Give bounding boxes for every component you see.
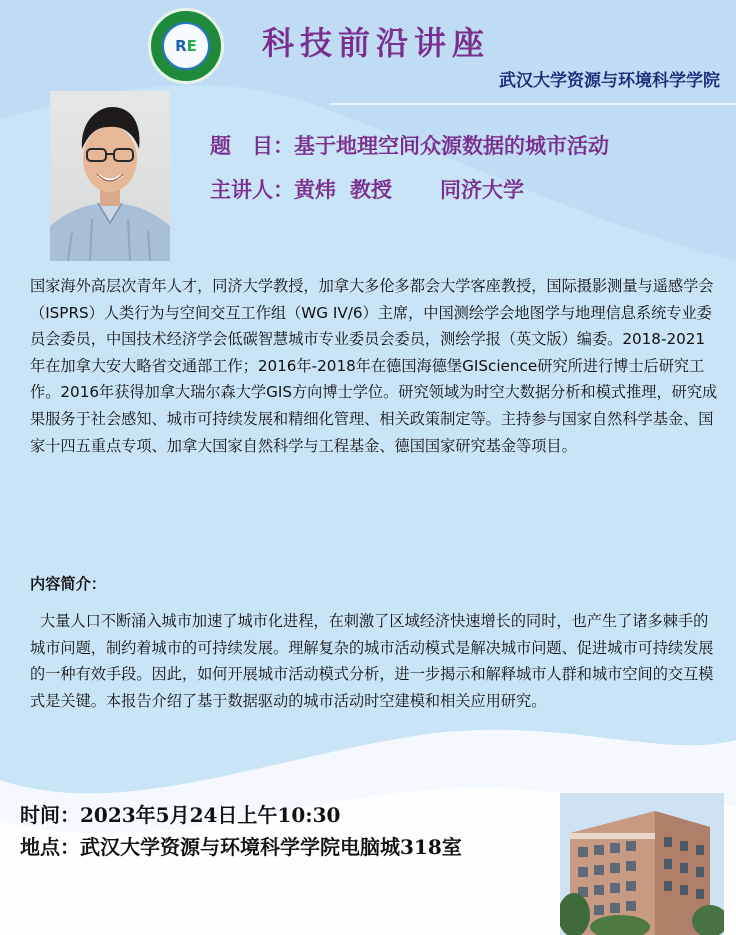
place-value: 武汉大学资源与环境科学学院电脑城318室	[80, 835, 462, 859]
talk-topic	[210, 130, 609, 160]
abstract-heading: 内容简介：	[30, 575, 106, 593]
speaker-label: 主讲人：	[210, 178, 294, 202]
abstract-text: 大量人口不断涌入城市加速了城市化进程，在刺激了区域经济快速增长的同时，也产生了诸多棘手的城市问题，制约着城市的可持续发展。理解复杂的城市活动模式是解决城市问题、促进城市可持续发展的一种有效手段。因此，如何开展城市活动模式分析，进一步揭示和解释城市人群和城市空间的交互模式是关键。本报告介绍了基于数据驱动的城市活动时空建模和相关应用研究。	[30, 612, 714, 710]
building-photo	[560, 793, 724, 935]
topic-text: 基于地理空间众源数据的城市活动	[294, 134, 609, 158]
time-label: 时间：	[20, 803, 80, 827]
speaker-name: 黄炜	[294, 178, 336, 202]
talk-speaker	[210, 174, 524, 204]
speaker-bio: 国家海外高层次青年人才，同济大学教授，加拿大多伦多都会大学客座教授，国际摄影测量与遥感学会（ISPRS）人类行为与空间交互工作组（WG IV/6）主席，中国测绘学会地图学与地理信息系统专业委员会委员，中国技术经济学会低碳智慧城市专业委员会委员，测绘学报（英文版）编委。2018-2021年在加拿大安大略省交通部工作；2016年-2018年在德国海德堡GIScience研究所进行博士后研究工作。2016年获得加拿大瑞尔森大学GIS方向博士学位。研究领域为时空大数据分析和模式推理，研究成果服务于社会感知、城市可持续发展和精细化管理、相关政策制定等。主持参与国家自然科学基金、国家十四五重点专项、加拿大国家自然科学与工程基金、德国国家研究基金等项目。	[30, 277, 718, 455]
college-logo: R E	[148, 8, 224, 84]
event-time	[20, 799, 340, 828]
event-place	[20, 831, 462, 860]
speaker-photo	[50, 91, 170, 261]
speaker-title: 教授	[350, 178, 392, 202]
school-name: 武汉大学资源与环境科学学院	[499, 71, 720, 91]
time-value: 2023年5月24日上午10:30	[80, 803, 341, 827]
lecture-series-title: 科技前沿讲座	[262, 24, 491, 62]
topic-label: 题 目：	[210, 134, 294, 158]
header-divider	[330, 103, 736, 105]
speaker-affiliation: 同济大学	[440, 178, 524, 202]
place-label: 地点：	[20, 835, 80, 859]
